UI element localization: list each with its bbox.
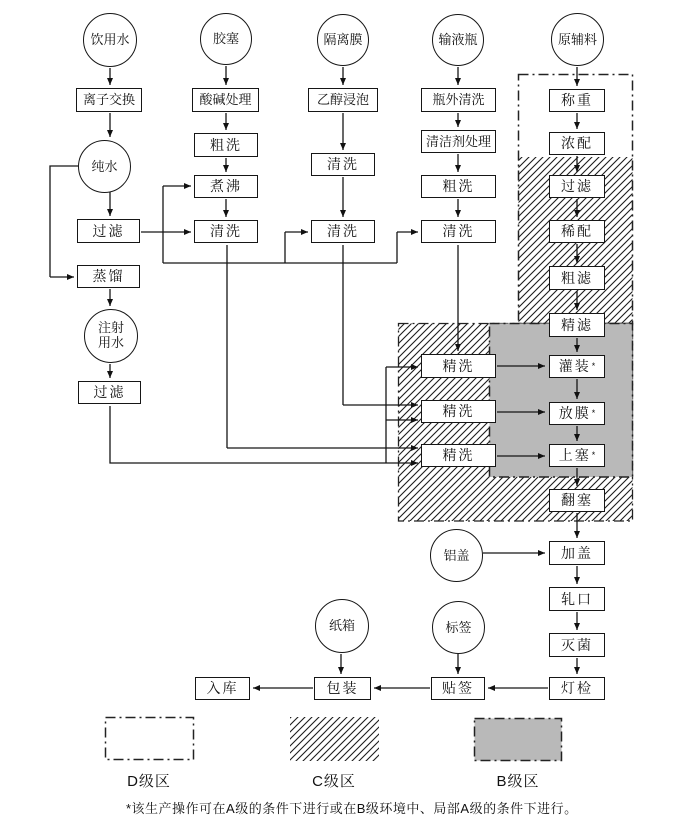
source-drinking-water: 饮用水 xyxy=(83,13,137,67)
step-labeling: 贴签 xyxy=(431,677,485,700)
wfi-label: 注射 用水 xyxy=(97,320,124,350)
source-carton: 纸箱 xyxy=(315,599,369,653)
step-wash-stopper: 清洗 xyxy=(194,220,258,243)
step-acid-alkali-treatment: 酸碱处理 xyxy=(192,88,259,112)
footnote-text: *该生产操作可在A级的条件下进行或在B级环境中、局部A级的条件下进行。 xyxy=(126,801,578,816)
step-flip-stopper: 翻塞 xyxy=(549,489,605,512)
step-place-membrane xyxy=(549,402,605,425)
step-insert-stopper xyxy=(549,444,605,467)
asterisk-mark: * xyxy=(591,360,596,371)
step-diluted-prep: 稀配 xyxy=(549,220,605,243)
source-label: 标签 xyxy=(432,601,485,654)
step-distillation: 蒸馏 xyxy=(77,265,140,288)
step-wash-membrane-2: 清洗 xyxy=(311,220,375,243)
step-fine-wash-stopper: 精洗 xyxy=(421,444,496,467)
step-ethanol-soak: 乙醇浸泡 xyxy=(308,88,378,112)
step-sterilization: 灭菌 xyxy=(549,633,605,657)
asterisk-mark: * xyxy=(591,407,596,418)
filling-label: 灌装 xyxy=(558,358,591,375)
step-fine-wash-membrane: 精洗 xyxy=(421,400,496,423)
source-isolation-membrane: 隔离膜 xyxy=(317,14,369,66)
place-membrane-label: 放膜 xyxy=(558,405,591,422)
step-fine-wash-bottle: 精洗 xyxy=(421,354,496,378)
step-filter-solution: 过滤 xyxy=(549,175,605,198)
source-rubber-stopper: 胶塞 xyxy=(200,13,252,65)
step-wash-membrane-1: 清洗 xyxy=(311,153,375,176)
step-rough-wash-bottle: 粗洗 xyxy=(421,175,496,198)
step-filling xyxy=(549,355,605,378)
legend-label-b: B级区 xyxy=(496,773,540,790)
source-aluminum-cap: 铝盖 xyxy=(430,529,483,582)
node-pure-water: 纯水 xyxy=(78,140,131,193)
legend-label-c: C级区 xyxy=(312,773,356,790)
insert-stopper-label: 上塞 xyxy=(558,447,591,464)
step-coarse-filtration: 粗滤 xyxy=(549,266,605,290)
step-filter-wfi: 过滤 xyxy=(78,381,141,404)
legend-label-d: D级区 xyxy=(127,773,171,790)
legend-swatch-c xyxy=(290,717,379,761)
step-bottle-exterior-wash: 瓶外清洗 xyxy=(421,88,496,112)
step-warehousing: 入库 xyxy=(195,677,250,700)
step-rough-wash-stopper: 粗洗 xyxy=(194,133,258,157)
step-ion-exchange: 离子交换 xyxy=(76,88,142,112)
step-packaging: 包装 xyxy=(314,677,371,700)
step-crimping: 轧口 xyxy=(549,587,605,611)
step-wash-bottle: 清洗 xyxy=(421,220,496,243)
step-fine-filtration: 精滤 xyxy=(549,313,605,337)
source-infusion-bottle: 输液瓶 xyxy=(432,14,484,66)
node-water-for-injection xyxy=(84,309,138,363)
legend-swatch-d xyxy=(106,718,194,760)
step-concentrated-prep: 浓配 xyxy=(549,132,605,155)
step-filter-pure-water: 过滤 xyxy=(77,219,140,243)
source-raw-materials: 原辅料 xyxy=(551,13,604,66)
step-capping: 加盖 xyxy=(549,541,605,565)
step-light-inspection: 灯检 xyxy=(549,677,605,700)
step-detergent-treatment: 清洁剂处理 xyxy=(421,130,496,153)
step-boiling: 煮沸 xyxy=(194,175,258,198)
step-weighing: 称重 xyxy=(549,89,605,112)
asterisk-mark: * xyxy=(591,449,596,460)
legend-swatch-b xyxy=(475,719,562,761)
